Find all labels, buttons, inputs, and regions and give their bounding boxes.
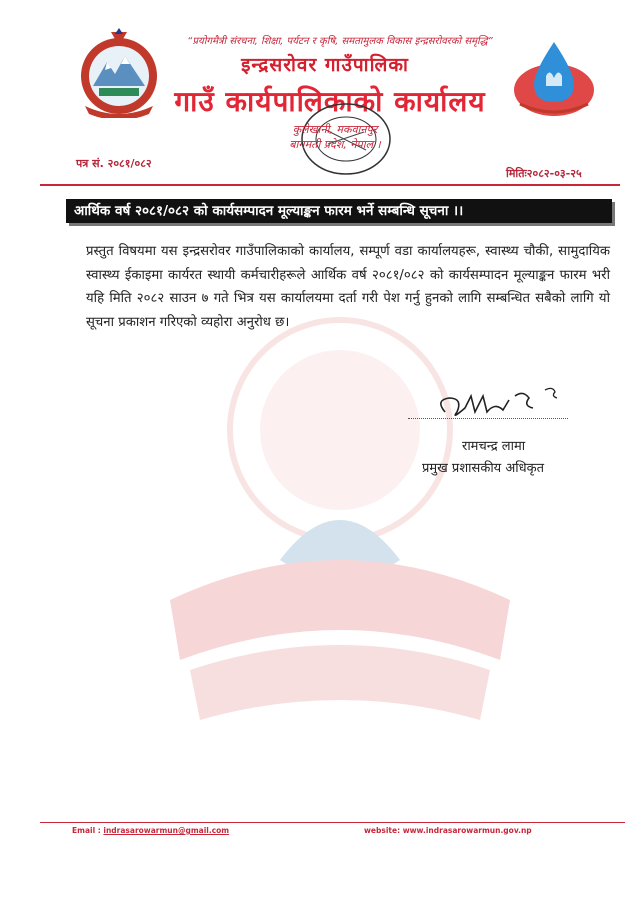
subject-heading: आर्थिक वर्ष २०८१/०८२ को कार्यसम्पादन मूल्याङ्कन फारम भर्ने सम्बन्धि सूचना ।। xyxy=(66,199,612,223)
signature-line xyxy=(408,418,568,419)
reference-number: पत्र सं. २०८१/०८२ xyxy=(76,157,152,170)
motto-text: “प्रयोगमैत्री संरचना, शिक्षा, पर्यटन र कृषि, समतामुलक विकास इन्द्रसरोवरको समृद्धि” xyxy=(187,36,493,47)
email-link[interactable]: indrasarowarmun@gmail.com xyxy=(103,826,230,835)
footer-email xyxy=(72,826,229,835)
letter-body: प्रस्तुत विषयमा यस इन्द्रसरोवर गाउँपालिकाको कार्यालय, सम्पूर्ण वडा कार्यालयहरू, स्वास्थ्य चौकी, सामुदायिक स्वास्थ्य ईकाइमा कार्यरत स्थायी कर्मचारीहरूले आर्थिक वर्ष २०८१/०८२ को कार्यसम्पादन मूल्याङ्कन फारम भरी यहि मिति २०८२ साउन ७ गते भित्र यस कार्यालयमा दर्ता गरी पेश गर्नु हुनको लागि सम्बन्धित सबैको लागि यो सूचना प्रकाशन गरिएको व्यहोरा अनुरोध छ। xyxy=(86,244,610,330)
handwritten-signature-icon xyxy=(405,382,575,428)
email-label: Email : xyxy=(72,826,104,835)
watermark-emblem xyxy=(150,300,530,760)
footer-website[interactable]: website: www.indrasarowarmun.gov.np xyxy=(364,826,532,835)
footer-divider xyxy=(40,822,625,823)
address xyxy=(250,122,420,152)
letter-date: मितिः२०८२-०३-२५ xyxy=(506,167,582,180)
municipality-logo-icon xyxy=(510,38,598,118)
header-divider xyxy=(40,184,620,186)
municipality-name: इन्द्रसरोवर गाउँपालिका xyxy=(241,54,409,76)
address-line-1: कुलेखानी, मकवानपुर xyxy=(292,123,378,136)
office-title: गाउँ कार्यपालिकाको कार्यालय xyxy=(174,85,486,118)
signer-title: प्रमुख प्रशासकीय अधिकृत xyxy=(422,461,545,476)
signer-name: रामचन्द्र लामा xyxy=(462,439,526,454)
address-line-2: बागमती प्रदेश, नेपाल । xyxy=(289,138,381,151)
